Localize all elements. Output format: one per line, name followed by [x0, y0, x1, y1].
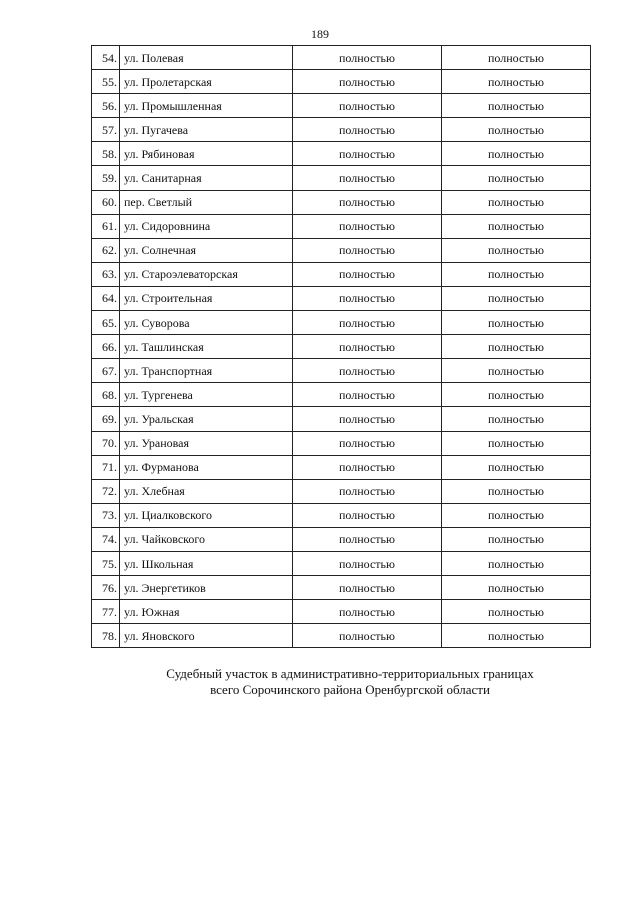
- coverage-cell-2: полностью: [442, 311, 591, 335]
- coverage-cell-2: полностью: [442, 94, 591, 118]
- coverage-cell-2: полностью: [442, 600, 591, 624]
- coverage-cell-1: полностью: [293, 238, 442, 262]
- street-name: ул. Санитарная: [120, 166, 293, 190]
- table-row: [92, 94, 591, 118]
- coverage-cell-1: полностью: [293, 142, 442, 166]
- table-row: [92, 262, 591, 286]
- footer-line-1: Судебный участок в административно-территориальных границах: [166, 666, 534, 681]
- coverage-cell-1: полностью: [293, 600, 442, 624]
- row-number: 69.: [92, 407, 120, 431]
- row-number: 62.: [92, 238, 120, 262]
- row-number: 67.: [92, 359, 120, 383]
- street-name: ул. Циалковского: [120, 503, 293, 527]
- row-number: 73.: [92, 503, 120, 527]
- coverage-cell-1: полностью: [293, 335, 442, 359]
- street-name: ул. Школьная: [120, 551, 293, 575]
- coverage-cell-2: полностью: [442, 479, 591, 503]
- coverage-cell-1: полностью: [293, 46, 442, 70]
- street-name: ул. Транспортная: [120, 359, 293, 383]
- coverage-cell-2: полностью: [442, 335, 591, 359]
- street-name: ул. Чайковского: [120, 527, 293, 551]
- coverage-cell-1: полностью: [293, 286, 442, 310]
- coverage-cell-1: полностью: [293, 431, 442, 455]
- coverage-cell-2: полностью: [442, 118, 591, 142]
- row-number: 76.: [92, 576, 120, 600]
- row-number: 70.: [92, 431, 120, 455]
- coverage-cell-2: полностью: [442, 455, 591, 479]
- coverage-cell-1: полностью: [293, 576, 442, 600]
- row-number: 60.: [92, 190, 120, 214]
- street-name: ул. Южная: [120, 600, 293, 624]
- row-number: 61.: [92, 214, 120, 238]
- row-number: 75.: [92, 551, 120, 575]
- table-row: [92, 286, 591, 310]
- coverage-cell-2: полностью: [442, 166, 591, 190]
- coverage-cell-1: полностью: [293, 311, 442, 335]
- table-row: [92, 431, 591, 455]
- table-row: [92, 214, 591, 238]
- coverage-cell-1: полностью: [293, 118, 442, 142]
- street-name: ул. Староэлеваторская: [120, 262, 293, 286]
- street-name: ул. Ташлинская: [120, 335, 293, 359]
- table-row: [92, 311, 591, 335]
- table-row: [92, 190, 591, 214]
- coverage-cell-2: полностью: [442, 142, 591, 166]
- street-name: ул. Энергетиков: [120, 576, 293, 600]
- table-row: [92, 46, 591, 70]
- street-name: ул. Суворова: [120, 311, 293, 335]
- street-name: ул. Пугачева: [120, 118, 293, 142]
- table-row: [92, 142, 591, 166]
- coverage-cell-1: полностью: [293, 383, 442, 407]
- page-number: 189: [311, 27, 329, 41]
- coverage-cell-2: полностью: [442, 431, 591, 455]
- streets-table-body: [92, 46, 591, 648]
- coverage-cell-1: полностью: [293, 551, 442, 575]
- street-name: ул. Рябиновая: [120, 142, 293, 166]
- row-number: 55.: [92, 70, 120, 94]
- street-name: ул. Пролетарская: [120, 70, 293, 94]
- row-number: 65.: [92, 311, 120, 335]
- coverage-cell-2: полностью: [442, 503, 591, 527]
- coverage-cell-2: полностью: [442, 262, 591, 286]
- coverage-cell-2: полностью: [442, 46, 591, 70]
- coverage-cell-1: полностью: [293, 94, 442, 118]
- street-name: ул. Тургенева: [120, 383, 293, 407]
- table-row: [92, 600, 591, 624]
- footer-line-2: всего Сорочинского района Оренбургской области: [210, 682, 490, 697]
- street-name: ул. Яновского: [120, 624, 293, 648]
- coverage-cell-1: полностью: [293, 527, 442, 551]
- row-number: 66.: [92, 335, 120, 359]
- table-row: [92, 527, 591, 551]
- table-row: [92, 503, 591, 527]
- row-number: 57.: [92, 118, 120, 142]
- coverage-cell-2: полностью: [442, 383, 591, 407]
- table-row: [92, 479, 591, 503]
- table-row: [92, 238, 591, 262]
- row-number: 68.: [92, 383, 120, 407]
- table-row: [92, 455, 591, 479]
- coverage-cell-2: полностью: [442, 238, 591, 262]
- row-number: 64.: [92, 286, 120, 310]
- row-number: 63.: [92, 262, 120, 286]
- coverage-cell-1: полностью: [293, 262, 442, 286]
- coverage-cell-2: полностью: [442, 576, 591, 600]
- coverage-cell-2: полностью: [442, 624, 591, 648]
- row-number: 58.: [92, 142, 120, 166]
- row-number: 59.: [92, 166, 120, 190]
- row-number: 74.: [92, 527, 120, 551]
- coverage-cell-1: полностью: [293, 407, 442, 431]
- street-name: ул. Урановая: [120, 431, 293, 455]
- street-name: пер. Светлый: [120, 190, 293, 214]
- coverage-cell-1: полностью: [293, 70, 442, 94]
- table-row: [92, 166, 591, 190]
- coverage-cell-1: полностью: [293, 479, 442, 503]
- street-name: ул. Промышленная: [120, 94, 293, 118]
- row-number: 78.: [92, 624, 120, 648]
- coverage-cell-2: полностью: [442, 407, 591, 431]
- street-name: ул. Строительная: [120, 286, 293, 310]
- coverage-cell-1: полностью: [293, 190, 442, 214]
- street-name: ул. Уральская: [120, 407, 293, 431]
- table-row: [92, 551, 591, 575]
- coverage-cell-2: полностью: [442, 286, 591, 310]
- coverage-cell-2: полностью: [442, 527, 591, 551]
- streets-table: [91, 45, 591, 648]
- table-row: [92, 70, 591, 94]
- table-row: [92, 576, 591, 600]
- row-number: 54.: [92, 46, 120, 70]
- row-number: 71.: [92, 455, 120, 479]
- street-name: ул. Хлебная: [120, 479, 293, 503]
- footer-note: [0, 666, 640, 698]
- row-number: 72.: [92, 479, 120, 503]
- coverage-cell-1: полностью: [293, 359, 442, 383]
- row-number: 77.: [92, 600, 120, 624]
- coverage-cell-1: полностью: [293, 624, 442, 648]
- coverage-cell-2: полностью: [442, 551, 591, 575]
- coverage-cell-2: полностью: [442, 190, 591, 214]
- coverage-cell-2: полностью: [442, 359, 591, 383]
- coverage-cell-1: полностью: [293, 503, 442, 527]
- coverage-cell-2: полностью: [442, 214, 591, 238]
- street-name: ул. Полевая: [120, 46, 293, 70]
- table-row: [92, 407, 591, 431]
- coverage-cell-1: полностью: [293, 166, 442, 190]
- coverage-cell-1: полностью: [293, 455, 442, 479]
- row-number: 56.: [92, 94, 120, 118]
- table-row: [92, 118, 591, 142]
- table-row: [92, 624, 591, 648]
- table-row: [92, 383, 591, 407]
- street-name: ул. Солнечная: [120, 238, 293, 262]
- street-name: ул. Сидоровнина: [120, 214, 293, 238]
- table-row: [92, 335, 591, 359]
- street-name: ул. Фурманова: [120, 455, 293, 479]
- coverage-cell-2: полностью: [442, 70, 591, 94]
- coverage-cell-1: полностью: [293, 214, 442, 238]
- table-row: [92, 359, 591, 383]
